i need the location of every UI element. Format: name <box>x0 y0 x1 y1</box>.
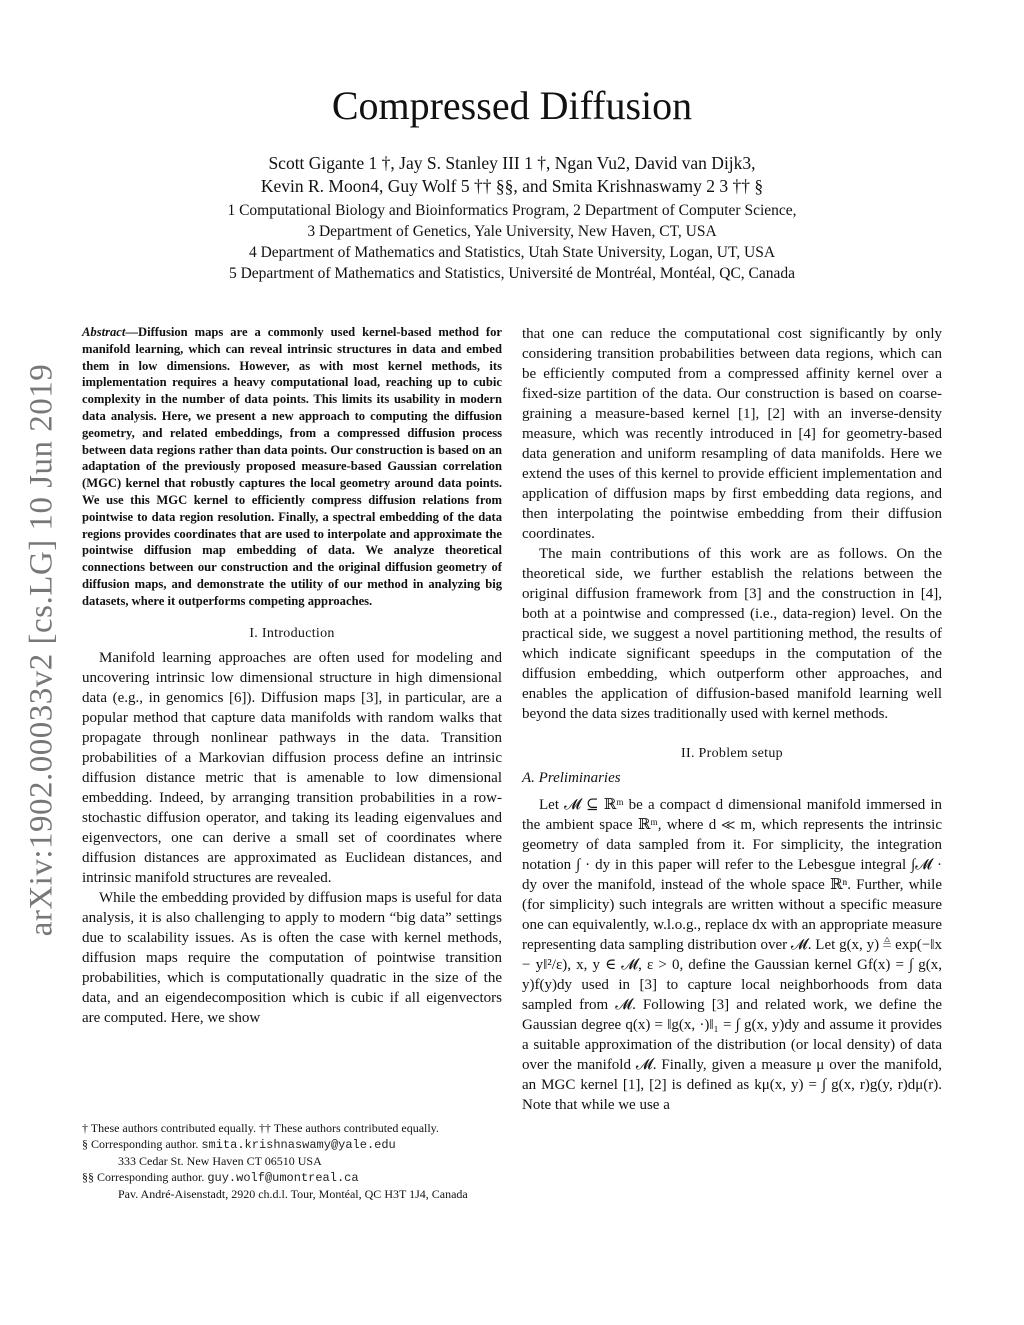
author-line-2: Kevin R. Moon4, Guy Wolf 5 †† §§, and Smita Krishnaswamy 2 3 †† § <box>260 176 764 196</box>
affiliation-line: 1 Computational Biology and Bioinformatics Program, 2 Department of Computer Science, <box>227 202 797 219</box>
affiliation-line: 4 Department of Mathematics and Statistics, Utah State University, Logan, UT, USA <box>248 244 776 261</box>
abstract <box>82 324 502 610</box>
abstract-text: —Diffusion maps are a commonly used kernel-based method for manifold learning, which can reveal intrinsic structures in data and embed them in low dimensions. However, as with most kernel methods, its implementation requires a heavy computational load, reaching up to cubic complexity in the number of data points. This limits its usability in modern data analysis. Here, we present a new approach to computing the diffusion geometry, and related embeddings, from a compressed diffusion process between data regions rather than data points. Our construction is based on an adaptation of the previously proposed measure-based Gaussian correlation (MGC) kernel that robustly captures the local geometry around data points. We use this MGC kernel to efficiently compress diffusion relations from pointwise to data region resolution. Finally, a spectral embedding of the data regions provides coordinates that are used to interpolate and approximate the pointwise diffusion map embedding of data. We analyze theoretical connections between our construction and the original diffusion geometry of diffusion maps, and demonstrate the utility of our method in analyzing big datasets, where it outperforms competing approaches. <box>82 325 502 608</box>
subsection-heading-preliminaries: A. Preliminaries <box>522 770 621 786</box>
footnotes <box>82 1120 502 1202</box>
left-column <box>82 324 502 1028</box>
paper-title: Compressed Diffusion <box>331 83 693 128</box>
affiliations <box>0 200 1024 284</box>
section-heading-problem-setup: II. Problem setup <box>681 746 783 761</box>
email-link[interactable]: guy.wolf@umontreal.ca <box>207 1171 359 1185</box>
footnote-corresponding-2 <box>82 1169 502 1186</box>
right-column <box>522 324 942 1115</box>
footnote-equal-contribution: † These authors contributed equally. †† These authors contributed equally. <box>82 1121 439 1135</box>
arxiv-side-label <box>22 350 62 950</box>
section-heading-introduction: I. Introduction <box>249 625 335 641</box>
footnote-label: §§ Corresponding author. <box>82 1170 205 1184</box>
intro-paragraph-3: that one can reduce the computational cost significantly by only considering transition probabilities between data regions, which can be efficiently computed from a compressed affinity kernel over a fixed-size partition of the data. Our construction is based on coarse-graining a measure-based kernel [1], [2] with an inverse-density measure, which was recently introduced in [4] for geometry-based data generation and uniform resampling of data manifolds. Here we extend the uses of this kernel to provide efficient implementation and application of diffusion maps by first embedding data regions, and then interpolating the pointwise embedding from their diffusion coordinates. <box>522 326 942 542</box>
intro-paragraph-4: The main contributions of this work are as follows. On the theoretical side, we further establish the relations between the original diffusion framework from [3] and the construction in [4], both at a pointwise and compressed (i.e., data-region) level. On the practical side, we suggest a novel partitioning method, the results of which indicate significant speedups in the computation of the diffusion embedding, which outperform other approaches, and enables the application of diffusion-based manifold learning well beyond the data sizes traditionally used with kernel methods. <box>522 546 942 722</box>
email-link[interactable]: smita.krishnaswamy@yale.edu <box>201 1138 396 1152</box>
footnote-address-1: 333 Cedar St. New Haven CT 06510 USA <box>118 1154 322 1168</box>
affiliation-line: 3 Department of Genetics, Yale University, New Haven, CT, USA <box>307 223 717 240</box>
author-block <box>0 152 1024 198</box>
abstract-label: Abstract <box>82 325 126 339</box>
preliminaries-paragraph: Let 𝓜 ⊆ ℝᵐ be a compact d dimensional manifold immersed in the ambient space ℝᵐ, where d ≪ m, which represents the intrinsic geometry of data sampled from it. For simplicity, the integration notation ∫ · dy in this paper will refer to the Lebesgue integral ∫𝓜 · dy over the manifold, instead of the whole space ℝⁿ. Further, while (for simplicity) such integrals are written without a specific measure one can equivalently, w.l.o.g., replace dx with an appropriate measure representing data sampling distribution over 𝓜. Let g(x, y) ≜ exp(−‖x − y‖²/ε), x, y ∈ 𝓜, ε > 0, define the Gaussian kernel Gf(x) = ∫ g(x, y)f(y)dy used in [3] to capture local neighborhoods from data sampled from 𝓜. Following [3] and related work, we define the Gaussian degree q(x) = ‖g(x, ·)‖₁ = ∫ g(x, y)dy and assume it provides a suitable approximation of the distribution (or local density) of data over the manifold 𝓜. Finally, given a measure μ over the manifold, an MGC kernel [1], [2] is defined as kμ(x, y) = ∫ g(x, r)g(y, r)dμ(r). Note that while we use a <box>522 797 942 1113</box>
footnote-corresponding-1 <box>82 1136 502 1153</box>
footnote-address-2: Pav. André-Aisenstadt, 2920 ch.d.l. Tour, Montéal, QC H3T 1J4, Canada <box>118 1187 468 1201</box>
author-line-1: Scott Gigante 1 †, Jay S. Stanley III 1 †, Ngan Vu2, David van Dijk3, <box>268 153 756 173</box>
arxiv-identifier: arXiv:1902.00033v2 [cs.LG] 10 Jun 2019 <box>23 363 60 937</box>
affiliation-line: 5 Department of Mathematics and Statistics, Université de Montréal, Montéal, QC, Canada <box>228 265 796 282</box>
intro-paragraph-1: Manifold learning approaches are often used for modeling and uncovering intrinsic low dimensional structure in high dimensional data (e.g., in genomics [6]). Diffusion maps [3], in particular, are a popular method that capture data manifolds with random walks that propagate through nonlinear pathways in the data. Transition probabilities of a Markovian diffusion process define an intrinsic diffusion distance metric that is amenable to low dimensional embedding. Indeed, by arranging transition probabilities in a row-stochastic diffusion operator, and taking its leading eigenvalues and eigenvectors, one can derive a small set of coordinates where diffusion distances are approximated as Euclidean distances, and intrinsic manifold structures are revealed. <box>82 649 502 886</box>
footnote-label: § Corresponding author. <box>82 1137 199 1151</box>
intro-paragraph-2: While the embedding provided by diffusion maps is useful for data analysis, it is also challenging to apply to modern “big data” settings due to scalability issues. As is often the case with kernel methods, diffusion maps require the computation of pointwise transition probabilities, which is computationally quadratic in the size of the data, and an eigendecomposition which is cubic if all eigenvectors are computed. Here, we show <box>82 889 502 1026</box>
